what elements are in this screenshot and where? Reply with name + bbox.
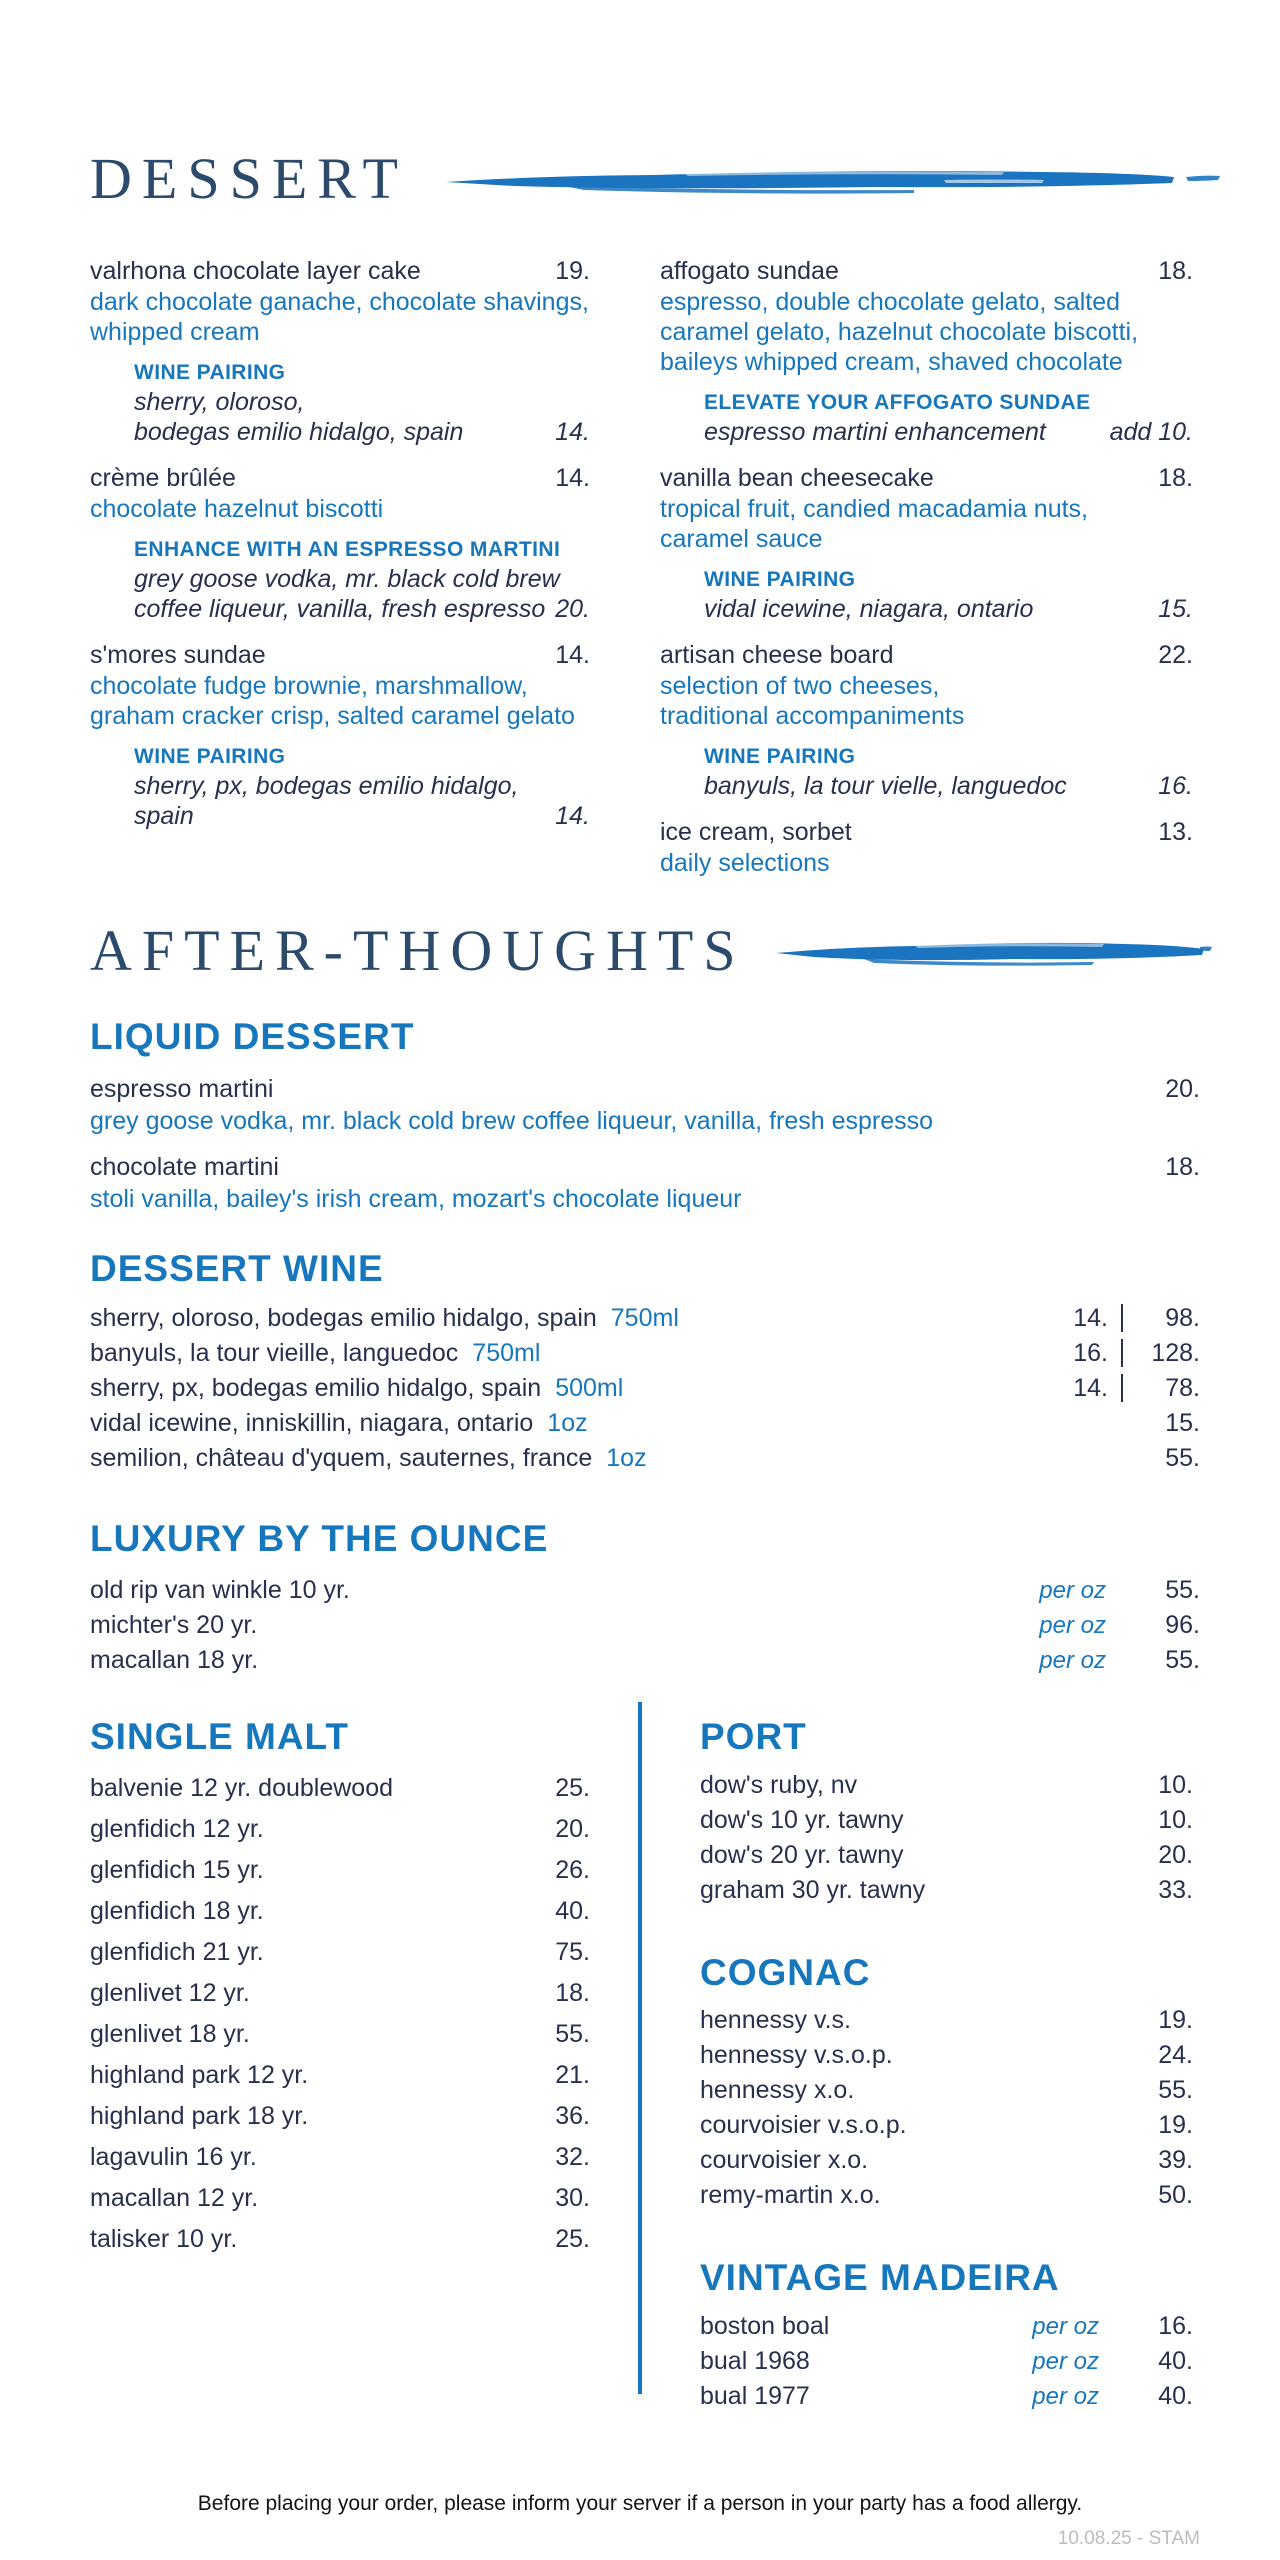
- pairing-price: 16.: [1158, 772, 1193, 800]
- wine-prices: [1052, 1441, 1200, 1476]
- item-description: grey goose vodka, mr. black cold brew coffee liqueur, vanilla, fresh espresso: [90, 1106, 934, 1135]
- allergy-notice: Before placing your order, please inform your server if a person in your party has a food allergy.: [197, 2492, 1083, 2515]
- pairing-price: 14.: [555, 802, 590, 830]
- item-price: 55.: [1165, 1575, 1200, 1604]
- item-name-row: [90, 1151, 1200, 1183]
- port-heading: PORT: [700, 1716, 807, 1757]
- pairing-text: espresso martini enhancement: [704, 418, 1046, 446]
- spirit-row: [90, 2178, 590, 2219]
- item-price: 24.: [1158, 2041, 1193, 2070]
- pairing-price: 15.: [1158, 595, 1193, 623]
- item-name: ice cream, sorbet: [660, 818, 852, 846]
- luxury-heading: LUXURY BY THE OUNCE: [90, 1518, 549, 1559]
- item-name: dow's 20 yr. tawny: [700, 1840, 904, 1869]
- item-name: hennessy v.s.: [700, 2006, 852, 2035]
- item-name: courvoisier v.s.o.p.: [700, 2111, 907, 2140]
- item-price: 19.: [1158, 2111, 1193, 2140]
- item-name: lagavulin 16 yr.: [90, 2142, 257, 2171]
- item-name: highland park 18 yr.: [90, 2101, 309, 2130]
- pairing-line-row: [134, 417, 590, 447]
- pairing-text: banyuls, la tour vielle, languedoc: [704, 772, 1067, 800]
- glass-price: 16.: [1073, 1338, 1108, 1367]
- pairing-label: ELEVATE YOUR AFFOGATO SUNDAE: [704, 391, 1091, 414]
- item-name: s'mores sundae: [90, 641, 266, 669]
- spirit-row: [700, 1838, 1193, 1873]
- cognac-list: [700, 2003, 1193, 2213]
- wine-row: [90, 1336, 1200, 1371]
- luxury-list: [90, 1573, 1200, 1678]
- per-oz-label: per oz: [1039, 1646, 1106, 1674]
- spirit-row: [90, 2137, 590, 2178]
- per-oz-label: per oz: [1032, 2382, 1099, 2410]
- item-price: 26.: [555, 1855, 590, 1884]
- vintage-madeira-subsection: [700, 2257, 1193, 2414]
- bottle-price: 78.: [1165, 1373, 1200, 1402]
- spirit-row: [90, 1932, 590, 1973]
- pairing-line-row: [134, 594, 590, 624]
- item-description: chocolate hazelnut biscotti: [90, 495, 384, 523]
- pairing-text: bodegas emilio hidalgo, spain: [134, 418, 464, 446]
- item-price: 16.: [1158, 2311, 1193, 2340]
- pairing-block: [134, 359, 590, 447]
- item-price: 14.: [555, 464, 590, 492]
- pairing-text: sherry, px, bodegas emilio hidalgo,: [134, 772, 519, 800]
- item-price: 25.: [555, 2224, 590, 2253]
- item-name-row: [90, 1073, 1200, 1105]
- wine-name: sherry, px, bodegas emilio hidalgo, spain 500ml: [90, 1373, 624, 1402]
- item-price: 13.: [1158, 818, 1193, 846]
- per-oz-label: per oz: [1039, 1576, 1106, 1604]
- per-ounce-row: [90, 1608, 1200, 1643]
- pairing-price: add 10.: [1109, 418, 1193, 446]
- item-name: vanilla bean cheesecake: [660, 464, 934, 492]
- item-name: boston boal: [700, 2311, 830, 2340]
- item-price: 20.: [1158, 1840, 1193, 1869]
- spirit-row: [90, 2055, 590, 2096]
- spirits-columns: [90, 1716, 1200, 2416]
- dessert-wine-heading: DESSERT WINE: [90, 1248, 384, 1289]
- item-price: 50.: [1158, 2181, 1193, 2210]
- item-price: 18.: [1158, 257, 1193, 285]
- pairing-block: [704, 566, 1193, 624]
- item-description: dark chocolate ganache, chocolate shavings,: [90, 288, 589, 316]
- price-divider-bar: [1121, 1339, 1123, 1367]
- wine-row: [90, 1371, 1200, 1406]
- dessert-column-right: [660, 256, 1193, 878]
- spirit-row: [90, 1809, 590, 1850]
- pairing-block: [704, 389, 1193, 447]
- item-price: 18.: [555, 1978, 590, 2007]
- item-name: macallan 12 yr.: [90, 2183, 259, 2212]
- item-name-row: [660, 256, 1193, 287]
- per-oz-label: per oz: [1039, 1611, 1106, 1639]
- wine-row: [90, 1301, 1200, 1336]
- item-name: glenlivet 18 yr.: [90, 2019, 250, 2048]
- menu-item: [90, 1073, 1200, 1137]
- spirit-row: [90, 1850, 590, 1891]
- item-description: whipped cream: [90, 318, 260, 346]
- menu-item: [90, 463, 590, 624]
- item-name-row: [90, 463, 590, 494]
- pairing-text: vidal icewine, niagara, ontario: [704, 595, 1034, 623]
- port-list: [700, 1768, 1193, 1908]
- bottle-price: 98.: [1165, 1303, 1200, 1332]
- item-name: highland park 12 yr.: [90, 2060, 309, 2089]
- item-name: talisker 10 yr.: [90, 2224, 238, 2253]
- item-price: 40.: [1158, 2346, 1193, 2375]
- pairing-label: WINE PAIRING: [704, 745, 856, 768]
- item-price: 14.: [555, 641, 590, 669]
- menu-item: [90, 1151, 1200, 1215]
- pairing-price: 14.: [555, 418, 590, 446]
- item-name: glenlivet 12 yr.: [90, 1978, 250, 2007]
- item-name: old rip van winkle 10 yr.: [90, 1575, 350, 1604]
- item-name: artisan cheese board: [660, 641, 894, 669]
- item-price: 33.: [1158, 1875, 1193, 1904]
- per-ounce-row: [90, 1643, 1200, 1678]
- item-name-row: [660, 640, 1193, 671]
- item-description: espresso, double chocolate gelato, salted: [660, 288, 1121, 316]
- pairing-text: grey goose vodka, mr. black cold brew: [134, 565, 560, 593]
- vertical-divider: [638, 1702, 642, 2394]
- item-price: 19.: [1158, 2006, 1193, 2035]
- fortified-column: [700, 1716, 1193, 2414]
- vintage-madeira-list: [700, 2309, 1193, 2414]
- price-divider-bar: [1121, 1304, 1123, 1332]
- item-name: bual 1977: [700, 2381, 810, 2410]
- item-name: crème brûlée: [90, 464, 236, 492]
- wine-name: semilion, château d'yquem, sauternes, france 1oz: [90, 1443, 647, 1472]
- item-description: chocolate fudge brownie, marshmallow,: [90, 672, 528, 700]
- item-name: courvoisier x.o.: [700, 2146, 869, 2175]
- spirit-row: [700, 2073, 1193, 2108]
- pairing-line-row: [704, 771, 1193, 801]
- spirit-row: [700, 2108, 1193, 2143]
- item-price: 39.: [1158, 2146, 1193, 2175]
- wine-size: 500ml: [555, 1373, 624, 1402]
- wine-row: [90, 1406, 1200, 1441]
- spirit-row: [700, 1768, 1193, 1803]
- wine-name: sherry, oloroso, bodegas emilio hidalgo, spain 750ml: [90, 1303, 679, 1332]
- item-description: caramel sauce: [660, 525, 823, 553]
- item-price: 40.: [555, 1896, 590, 1925]
- item-name: macallan 18 yr.: [90, 1645, 259, 1674]
- item-description: daily selections: [660, 849, 830, 877]
- item-description: baileys whipped cream, shaved chocolate: [660, 348, 1123, 376]
- menu-item: [660, 817, 1193, 878]
- vintage-madeira-heading: VINTAGE MADEIRA: [700, 2257, 1060, 2299]
- pairing-label: WINE PAIRING: [134, 745, 286, 768]
- brush-stroke-decoration: [444, 159, 1224, 199]
- item-name: balvenie 12 yr. doublewood: [90, 1773, 394, 1802]
- pairing-text: sherry, oloroso,: [134, 388, 305, 416]
- item-name-row: [660, 817, 1193, 848]
- single-malt-list: [90, 1768, 590, 2260]
- spirit-row: [700, 1873, 1193, 1908]
- glass-price: 55.: [1165, 1443, 1200, 1472]
- glass-price: 14.: [1073, 1373, 1108, 1402]
- item-price: 55.: [555, 2019, 590, 2048]
- dessert-wine-section: [90, 1248, 1200, 1476]
- item-name-row: [90, 256, 590, 287]
- item-name: graham 30 yr. tawny: [700, 1875, 926, 1904]
- pairing-block: [704, 743, 1193, 801]
- item-name: affogato sundae: [660, 257, 839, 285]
- item-price: 75.: [555, 1937, 590, 1966]
- item-price: 18.: [1158, 464, 1193, 492]
- spirit-row: [700, 2178, 1193, 2213]
- wine-size: 1oz: [606, 1443, 647, 1472]
- menu-item: [90, 256, 590, 447]
- item-price: 55.: [1158, 2076, 1193, 2105]
- menu-version-code: 10.08.25 - STAM: [1057, 2528, 1200, 2549]
- item-description: caramel gelato, hazelnut chocolate biscotti,: [660, 318, 1139, 346]
- spirit-row: [90, 1891, 590, 1932]
- wine-prices: [1052, 1301, 1200, 1336]
- item-price: 55.: [1165, 1645, 1200, 1674]
- item-description: tropical fruit, candied macadamia nuts,: [660, 495, 1088, 523]
- bottle-price: 128.: [1151, 1338, 1200, 1367]
- per-ounce-row: [700, 2379, 1193, 2414]
- cognac-heading: COGNAC: [700, 1951, 871, 1993]
- page-title-afterthoughts: AFTER-THOUGHTS: [90, 918, 746, 983]
- menu-item: [90, 640, 590, 831]
- luxury-section: [90, 1518, 1200, 1678]
- item-description: stoli vanilla, bailey's irish cream, mozart's chocolate liqueur: [90, 1184, 742, 1213]
- pairing-line-row: [134, 801, 590, 831]
- wine-prices: [1052, 1336, 1200, 1371]
- wine-row: [90, 1441, 1200, 1476]
- pairing-block: [134, 743, 590, 831]
- item-price: 21.: [555, 2060, 590, 2089]
- per-ounce-row: [700, 2344, 1193, 2379]
- per-oz-label: per oz: [1032, 2347, 1099, 2375]
- cognac-subsection: [700, 1952, 1193, 2214]
- item-description: graham cracker crisp, salted caramel gelato: [90, 702, 575, 730]
- afterthoughts-title-row: [90, 918, 1202, 983]
- wine-name: vidal icewine, inniskillin, niagara, ontario 1oz: [90, 1408, 588, 1437]
- pairing-text: coffee liqueur, vanilla, fresh espresso: [134, 595, 546, 623]
- item-price: 30.: [555, 2183, 590, 2212]
- item-price: 96.: [1165, 1610, 1200, 1639]
- item-price: 19.: [555, 257, 590, 285]
- pairing-line-row: [704, 594, 1193, 624]
- spirit-row: [700, 2038, 1193, 2073]
- item-price: 20.: [1165, 1074, 1200, 1103]
- menu-item: [660, 463, 1193, 624]
- spirit-row: [90, 1973, 590, 2014]
- item-name: glenfidich 15 yr.: [90, 1855, 264, 1884]
- item-name-row: [90, 640, 590, 671]
- spirit-row: [700, 2143, 1193, 2178]
- item-name: dow's 10 yr. tawny: [700, 1805, 904, 1834]
- spirit-row: [90, 2014, 590, 2055]
- single-malt-heading: SINGLE MALT: [90, 1716, 350, 1757]
- item-name: valrhona chocolate layer cake: [90, 257, 421, 285]
- item-price: 20.: [555, 1814, 590, 1843]
- item-name: espresso martini: [90, 1074, 274, 1103]
- glass-price: 15.: [1165, 1408, 1200, 1437]
- wine-size: 750ml: [472, 1338, 541, 1367]
- spirit-row: [700, 1803, 1193, 1838]
- item-name: chocolate martini: [90, 1152, 279, 1181]
- pairing-text: spain: [134, 802, 194, 830]
- pairing-block: [134, 536, 590, 624]
- wine-size: 1oz: [547, 1408, 588, 1437]
- item-price: 10.: [1158, 1770, 1193, 1799]
- pairing-line-row: [704, 417, 1193, 447]
- item-description: traditional accompaniments: [660, 702, 965, 730]
- item-price: 22.: [1158, 641, 1193, 669]
- glass-price: 14.: [1073, 1303, 1108, 1332]
- pairing-label: WINE PAIRING: [704, 568, 856, 591]
- pairing-price: 20.: [555, 595, 590, 623]
- item-price: 36.: [555, 2101, 590, 2130]
- liquid-dessert-section: [90, 1016, 1200, 1215]
- spirit-row: [90, 1768, 590, 1809]
- brush-stroke-decoration: [774, 929, 1214, 973]
- item-name: bual 1968: [700, 2346, 810, 2375]
- item-name: glenfidich 12 yr.: [90, 1814, 264, 1843]
- dessert-title-row: [90, 146, 1202, 211]
- per-ounce-row: [90, 1573, 1200, 1608]
- menu-item: [660, 640, 1193, 801]
- item-price: 25.: [555, 1773, 590, 1802]
- item-name: hennessy x.o.: [700, 2076, 855, 2105]
- wine-name: banyuls, la tour vieille, languedoc 750ml: [90, 1338, 541, 1367]
- page-title-dessert: DESSERT: [90, 146, 408, 211]
- spirit-row: [90, 2096, 590, 2137]
- item-name: hennessy v.s.o.p.: [700, 2041, 893, 2070]
- single-malt-column: [90, 1716, 590, 2260]
- item-price: 18.: [1165, 1152, 1200, 1181]
- dessert-column-left: [90, 256, 590, 831]
- spirit-row: [90, 2219, 590, 2260]
- dessert-wine-list: [90, 1301, 1200, 1476]
- per-ounce-row: [700, 2309, 1193, 2344]
- wine-size: 750ml: [610, 1303, 679, 1332]
- per-oz-label: per oz: [1032, 2312, 1099, 2340]
- item-description: selection of two cheeses,: [660, 672, 940, 700]
- spirit-row: [700, 2003, 1193, 2038]
- item-price: 10.: [1158, 1805, 1193, 1834]
- pairing-label: WINE PAIRING: [134, 361, 286, 384]
- menu-item: [660, 256, 1193, 447]
- pairing-label: ENHANCE WITH AN ESPRESSO MARTINI: [134, 538, 561, 561]
- item-name: dow's ruby, nv: [700, 1770, 858, 1799]
- liquid-dessert-heading: LIQUID DESSERT: [90, 1016, 415, 1057]
- item-name: glenfidich 21 yr.: [90, 1937, 264, 1966]
- item-price: 40.: [1158, 2381, 1193, 2410]
- item-name: michter's 20 yr.: [90, 1610, 258, 1639]
- item-name: remy-martin x.o.: [700, 2181, 881, 2210]
- item-name-row: [660, 463, 1193, 494]
- port-subsection: [700, 1716, 1193, 1908]
- liquid-dessert-list: [90, 1073, 1200, 1215]
- item-price: 32.: [555, 2142, 590, 2171]
- price-divider-bar: [1121, 1374, 1123, 1402]
- wine-prices: [1052, 1406, 1200, 1441]
- wine-prices: [1052, 1371, 1200, 1406]
- item-name: glenfidich 18 yr.: [90, 1896, 264, 1925]
